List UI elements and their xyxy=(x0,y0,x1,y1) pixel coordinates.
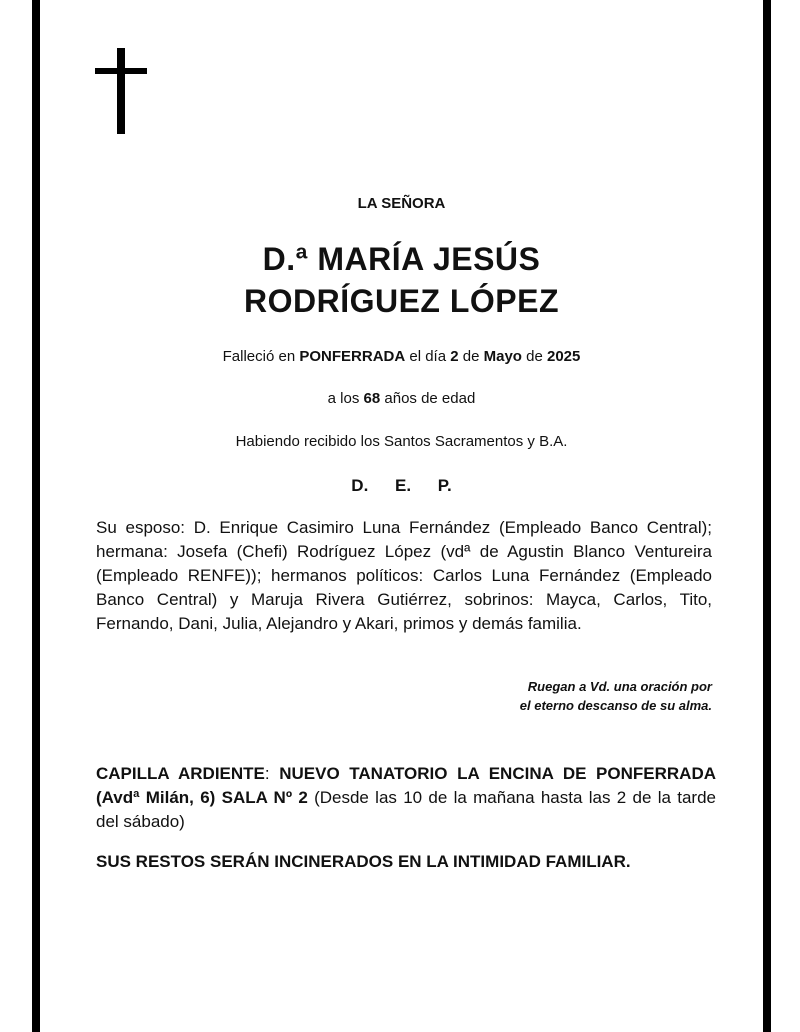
chapel-hours: (Desde las 10 de la mañana hasta las 2 de la tarde del sábado) xyxy=(96,788,716,831)
family-list: Su esposo: D. Enrique Casimiro Luna Fernández (Empleado Banco Central); hermana: Josefa (Chefi) Rodríguez López (vdª de Agustin Blanco Ventureira (Empleado RENFE)); hermanos políticos: Carlos Luna Fernández (Empleado Banco Central) y Maruja Rivera Gutiérrez, sobrinos: Mayca, Carlos, Tito, Fernando, Dani, Julia, Alejandro y Akari, primos y demás familia. xyxy=(96,518,712,633)
age-details xyxy=(40,390,763,407)
sacraments-text: Habiendo recibido los Santos Sacramentos y B.A. xyxy=(235,433,568,450)
chapel-info xyxy=(96,762,716,834)
dep-text: D. E. P. xyxy=(351,476,452,495)
deceased-name-line2: RODRÍGUEZ LÓPEZ xyxy=(243,283,560,319)
age-text: a los xyxy=(327,390,364,407)
prayer-line: Ruegan a Vd. una oración por xyxy=(527,679,712,694)
age-text: años de edad xyxy=(380,390,476,407)
deceased-title-prefix: LA SEÑORA xyxy=(357,195,446,212)
death-text: Falleció en xyxy=(222,348,300,365)
prayer-line: el eterno descanso de su alma. xyxy=(519,698,712,713)
death-text: de xyxy=(521,348,547,365)
death-month: Mayo xyxy=(483,348,522,365)
age-years: 68 xyxy=(363,390,381,407)
death-year: 2025 xyxy=(546,348,581,365)
deceased-name-line1: D.ª MARÍA JESÚS xyxy=(262,241,541,277)
chapel-place: NUEVO TANATORIO LA ENCINA DE PONFERRADA (Avdª Milán, 6) SALA Nº 2 xyxy=(96,764,716,807)
death-place: PONFERRADA xyxy=(299,348,406,365)
death-details xyxy=(40,348,763,365)
right-border xyxy=(763,0,771,1032)
death-day: 2 xyxy=(450,348,459,365)
ashes-notice: SUS RESTOS SERÁN INCINERADOS EN LA INTIMIDAD FAMILIAR. xyxy=(96,852,631,871)
chapel-separator: : xyxy=(264,764,280,783)
chapel-label: CAPILLA ARDIENTE xyxy=(96,764,265,783)
left-border xyxy=(32,0,40,1032)
prayer-request xyxy=(400,677,712,715)
death-text: de xyxy=(458,348,484,365)
cross-icon xyxy=(95,48,147,134)
deceased-name xyxy=(40,238,763,322)
death-text: el día xyxy=(405,348,451,365)
